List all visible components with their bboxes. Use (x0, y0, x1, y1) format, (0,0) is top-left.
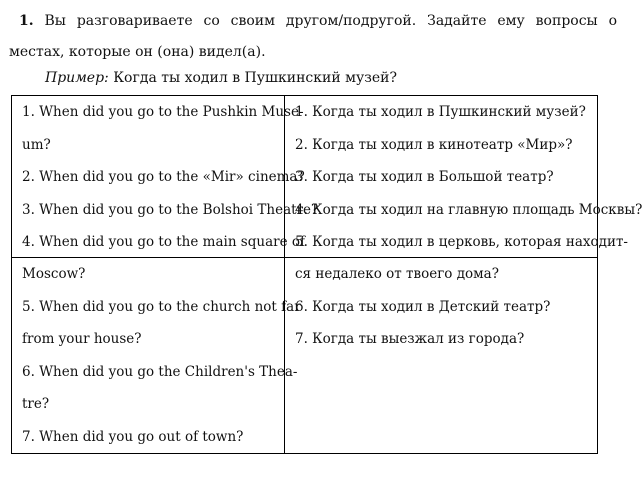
table-line: tre? (22, 396, 50, 413)
table-top-left-column (12, 96, 319, 257)
example-text: Когда ты ходил в Пушкинский музей? (113, 70, 397, 86)
table-line: 2. Когда ты ходил в кинотеатр «Мир»? (295, 136, 573, 153)
table-line: 7. Когда ты выезжал из города? (295, 331, 525, 348)
table-line: um? (22, 136, 51, 153)
example-line (45, 67, 397, 89)
table-line: 2. When did you go to the «Mir» cinema? (22, 169, 305, 186)
table-line: 5. When did you go to the church not far (22, 298, 301, 315)
table-line: 4. Когда ты ходил на главную площадь Москвы? (295, 201, 642, 218)
task-paragraph (9, 6, 617, 68)
table-line: 3. When did you go to the Bolshoi Theatre? (22, 201, 319, 218)
table-line: 7. When did you go out of town? (22, 428, 244, 445)
table-line: 1. Когда ты ходил в Пушкинский музей? (295, 104, 586, 120)
table-line: from your house? (22, 331, 142, 348)
table-line: 6. Когда ты ходил в Детский театр? (295, 298, 551, 315)
table-line: 1. When did you go to the Pushkin Muse- (22, 104, 304, 120)
table-top (11, 95, 642, 258)
table-bottom (11, 257, 598, 454)
table-bottom-left-column (12, 258, 301, 453)
example-label: Пример: (45, 70, 109, 86)
task-instruction: Вы разговариваете со своим другом/подругой. Задайте ему вопросы о местах, которые он (она) видел(а). (9, 13, 618, 60)
table-line: 5. Когда ты ходил в церковь, которая находит- (295, 234, 628, 251)
table-bottom-right-column (284, 258, 597, 453)
table-top-right-column (284, 96, 642, 257)
table-line: 6. When did you go the Children's Thea- (22, 363, 298, 380)
table-line: ся недалеко от твоего дома? (295, 266, 499, 282)
table-line: Moscow? (22, 266, 86, 282)
task-number: 1. (19, 13, 34, 29)
table-line: 3. Когда ты ходил в Большой театр? (295, 169, 554, 186)
table-line: 4. When did you go to the main square of (22, 234, 305, 251)
